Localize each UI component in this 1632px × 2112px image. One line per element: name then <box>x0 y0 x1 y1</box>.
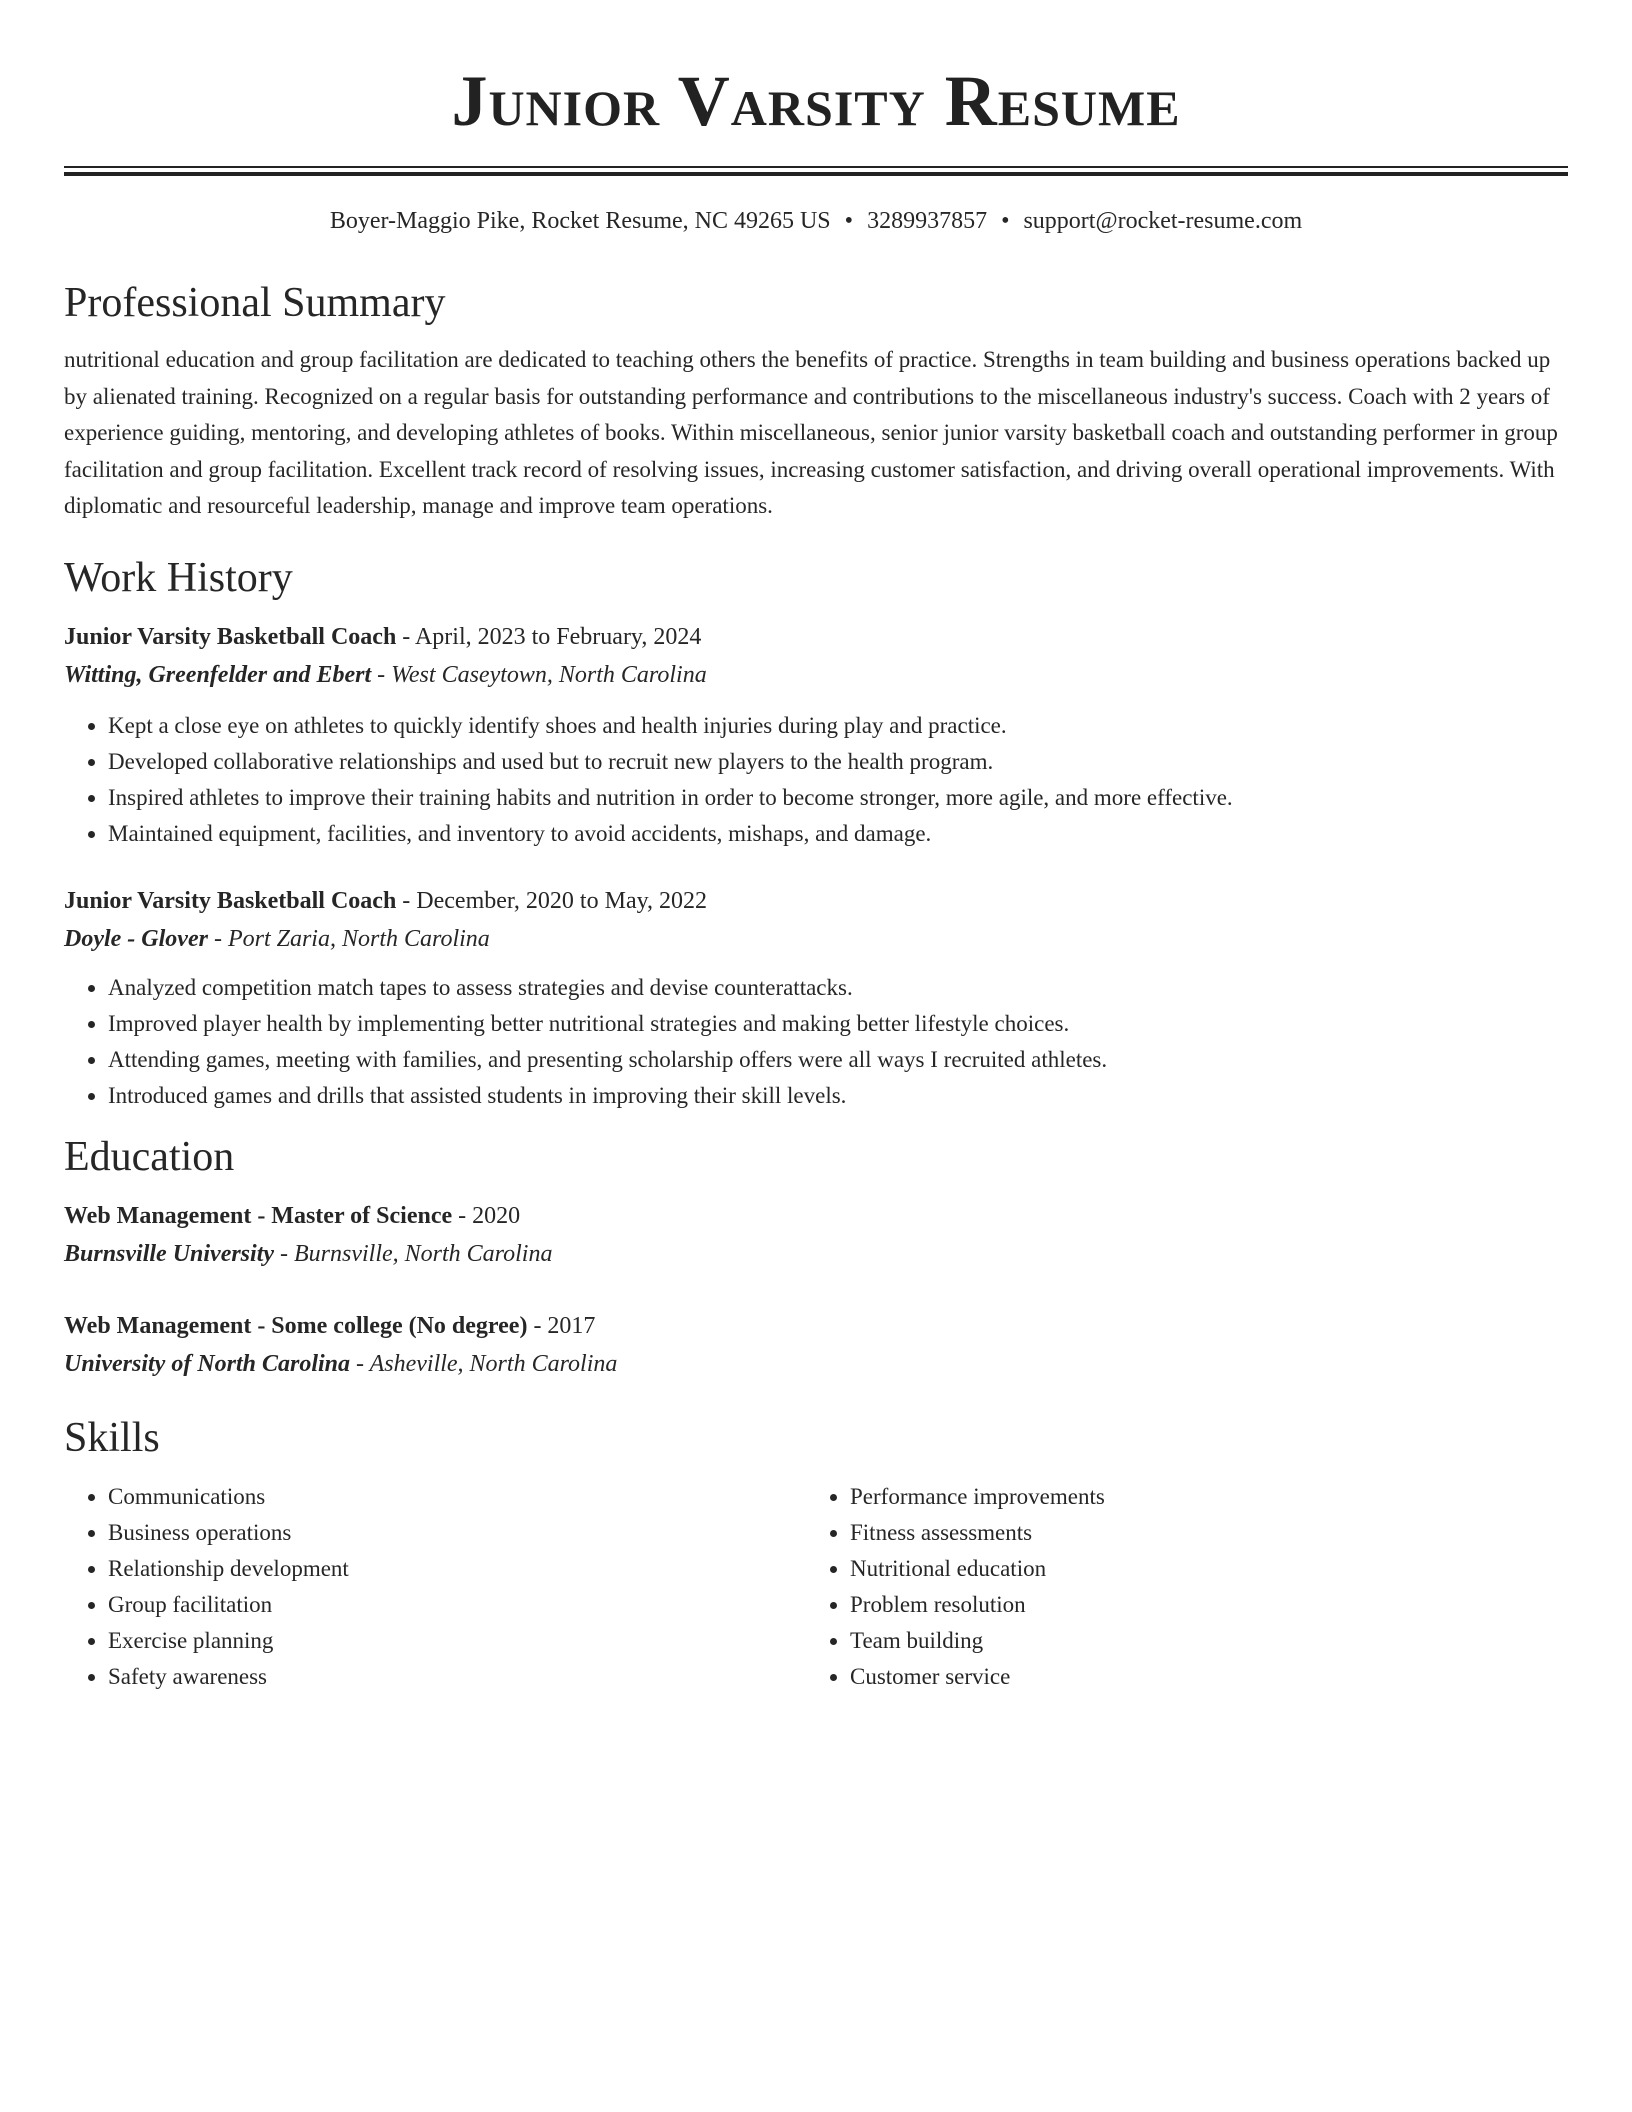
job-title: Junior Varsity Basketball Coach <box>64 623 397 650</box>
degree: Web Management - Master of Science <box>64 1202 453 1229</box>
resume-title: Junior Varsity Resume <box>451 61 1181 141</box>
list-item: • Improved player health by implementing better nutritional strategies and making better lifestyle choices. <box>108 1006 1568 1042</box>
degree: Web Management - Some college (No degree) <box>64 1312 528 1339</box>
summary-text: nutritional education and group facilitation are dedicated to teaching others the benefits of practice. Strengths in team building and business operations backed up by alienated training. Recognized on a regular basis for outstanding performance and contributions to the miscellaneous industry's success. Coach with 2 years of experience guiding, mentoring, and developing athletes of books. Within miscellaneous, senior junior varsity basketball coach and outstanding performer in group facilitation and group facilitation. Excellent track record of resolving issues, increasing customer satisfaction, and driving overall operational improvements. With diplomatic and resourceful leadership, manage and improve team operations. <box>64 347 1558 518</box>
education-entry <box>64 1307 1568 1383</box>
list-item: • Developed collaborative relationships and used but to recruit new players to the health program. <box>108 744 1568 780</box>
skill-item: • Safety awareness <box>108 1659 806 1695</box>
job-location: - West Caseytown, North Carolina <box>371 661 707 688</box>
degree-line <box>64 1307 1568 1345</box>
school-name: Burnsville University <box>64 1240 275 1267</box>
list-item: • Analyzed competition match tapes to assess strategies and devise counterattacks. <box>108 970 1568 1006</box>
graduation-year: - 2017 <box>527 1312 596 1339</box>
school-location: - Asheville, North Carolina <box>350 1350 618 1377</box>
skill-item: • Problem resolution <box>850 1587 1548 1623</box>
skill-item: • Group facilitation <box>108 1587 806 1623</box>
job-dates: - December, 2020 to May, 2022 <box>396 887 708 914</box>
job-company: Doyle - Glover <box>64 925 208 952</box>
skill-item: • Communications <box>108 1479 806 1515</box>
school-line <box>64 1235 1568 1273</box>
title-double-rule <box>64 166 1568 176</box>
contact-separator: • <box>844 208 854 234</box>
contact-address: Boyer-Maggio Pike, Rocket Resume, NC 49265 US <box>329 208 831 234</box>
section-heading-work: Work History <box>64 554 293 601</box>
skill-item: • Customer service <box>850 1659 1548 1695</box>
job-entry <box>64 882 1568 1114</box>
job-duties-list <box>64 970 1568 1114</box>
school-line <box>64 1345 1568 1383</box>
job-duties-list <box>64 708 1568 852</box>
skill-item: • Fitness assessments <box>850 1515 1548 1551</box>
job-location: - Port Zaria, North Carolina <box>207 925 490 952</box>
school-name: University of North Carolina <box>64 1350 351 1377</box>
list-item: • Maintained equipment, facilities, and inventory to avoid accidents, mishaps, and damage. <box>108 816 1568 852</box>
skills-columns <box>64 1479 1568 1695</box>
skills-list-right <box>806 1479 1548 1695</box>
list-item: • Inspired athletes to improve their training habits and nutrition in order to become stronger, more agile, and more effective. <box>108 780 1568 816</box>
list-item: • Kept a close eye on athletes to quickly identify shoes and health injuries during play and practice. <box>108 708 1568 744</box>
skill-item: • Business operations <box>108 1515 806 1551</box>
skill-item: • Relationship development <box>108 1551 806 1587</box>
job-company-line <box>64 656 1568 694</box>
list-item: • Introduced games and drills that assisted students in improving their skill levels. <box>108 1078 1568 1114</box>
skill-item: • Team building <box>850 1623 1548 1659</box>
skill-item: • Exercise planning <box>108 1623 806 1659</box>
graduation-year: - 2020 <box>452 1202 521 1229</box>
degree-line <box>64 1197 1568 1235</box>
contact-phone: 3289937857 <box>867 208 988 234</box>
school-location: - Burnsville, North Carolina <box>274 1240 553 1267</box>
skill-item: • Nutritional education <box>850 1551 1548 1587</box>
professional-summary-section <box>64 278 1568 525</box>
work-history-section <box>64 553 1568 1114</box>
job-title: Junior Varsity Basketball Coach <box>64 887 397 914</box>
contact-email: support@rocket-resume.com <box>1023 208 1303 234</box>
education-section <box>64 1132 1568 1383</box>
job-dates: - April, 2023 to February, 2024 <box>396 623 702 650</box>
job-entry <box>64 618 1568 852</box>
section-heading-education: Education <box>64 1133 235 1180</box>
list-item: • Attending games, meeting with families, and presenting scholarship offers were all ways I recruited athletes. <box>108 1042 1568 1078</box>
job-company-line <box>64 920 1568 958</box>
skills-list-left <box>64 1479 806 1695</box>
contact-separator: • <box>1001 208 1010 234</box>
section-heading-summary: Professional Summary <box>64 280 446 326</box>
skills-section <box>64 1413 1568 1695</box>
job-company: Witting, Greenfelder and Ebert <box>64 661 372 688</box>
job-title-line <box>64 882 1568 920</box>
section-heading-skills: Skills <box>64 1414 160 1461</box>
skill-item: • Performance improvements <box>850 1479 1548 1515</box>
education-entry <box>64 1197 1568 1273</box>
contact-line <box>64 206 1568 236</box>
job-title-line <box>64 618 1568 656</box>
